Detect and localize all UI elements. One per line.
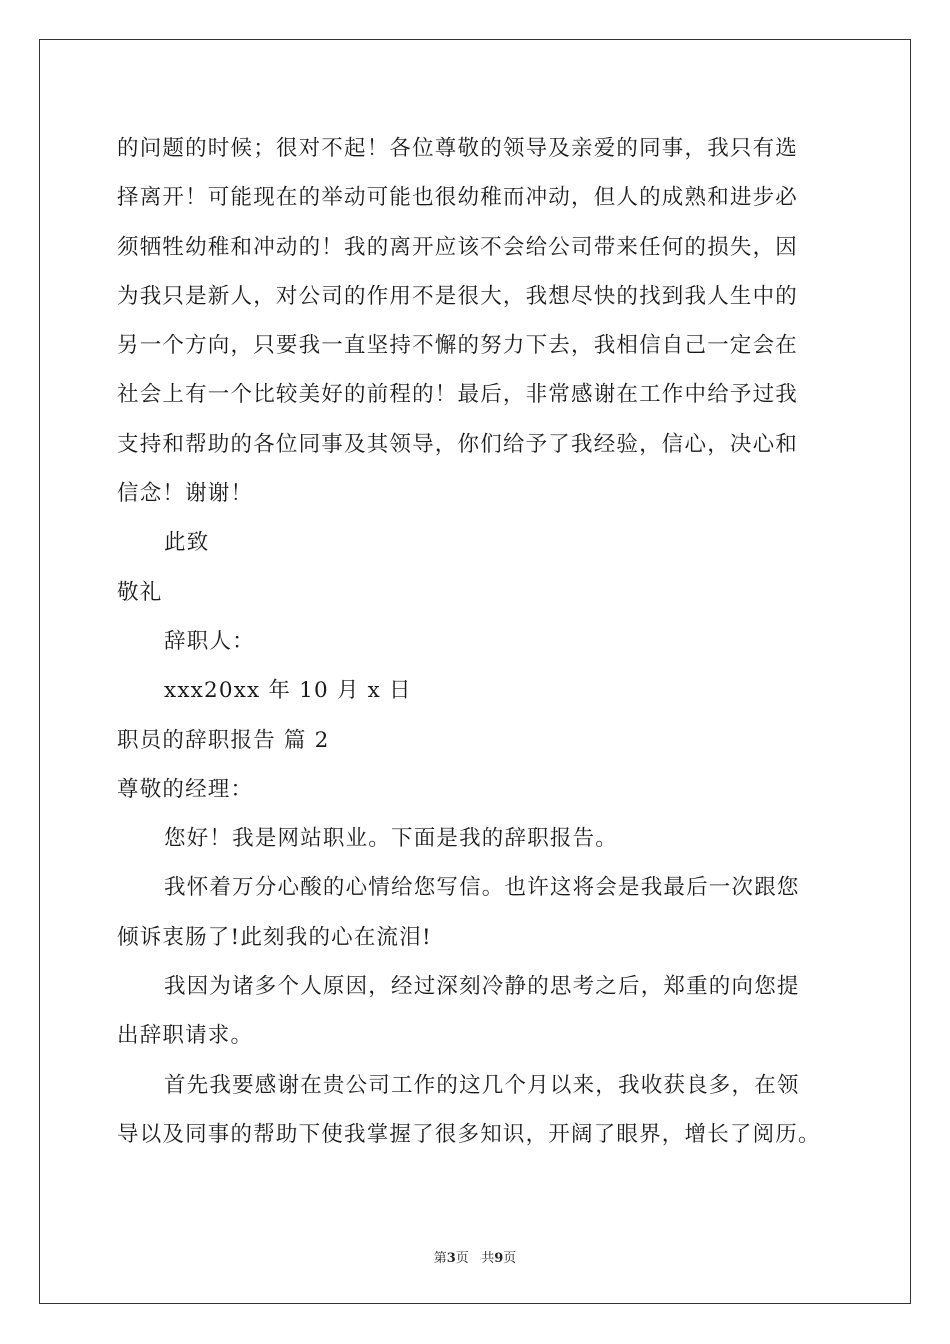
text-line: 我因为诸多个人原因，经过深刻冷静的思考之后，郑重的向您提 (164, 974, 800, 1000)
greeting: 尊敬的经理： (117, 776, 254, 802)
text-line: 倾诉衷肠了!此刻我的心在流泪! (117, 924, 432, 950)
text-line: 须牺牲幼稚和冲动的！我的离开应该不会给公司带来任何的损失，因 (117, 234, 799, 260)
page-footer (0, 1247, 950, 1266)
page-prefix: 第 (433, 1251, 447, 1266)
document-body (117, 124, 837, 1159)
section-title: 职员的辞职报告 篇 2 (117, 727, 330, 753)
text-line: 出辞职请求。 (117, 1023, 254, 1049)
text-line: 择离开！可能现在的举动可能也很幼稚而冲动，但人的成熟和进步必 (117, 185, 799, 211)
text-line: 为我只是新人，对公司的作用不是很大，我想尽快的找到我人生中的 (117, 283, 799, 309)
total-suffix: 页 (503, 1251, 517, 1266)
text-line: 您好！我是网站职业。下面是我的辞职报告。 (164, 826, 619, 852)
text-line: 支持和帮助的各位同事及其领导，你们给予了我经验，信心，决心和 (117, 431, 799, 457)
closing-phrase: 此致 (164, 530, 210, 556)
total-pages: 9 (494, 1251, 504, 1266)
text-line: 导以及同事的帮助下使我掌握了很多知识，开阔了眼界，增长了阅历。 (117, 1121, 821, 1147)
text-line: 首先我要感谢在贵公司工作的这几个月以来，我收获良多，在领 (164, 1072, 800, 1098)
text-line: 的问题的时候；很对不起！各位尊敬的领导及亲爱的同事，我只有选 (117, 136, 799, 161)
page-suffix: 页 (455, 1251, 469, 1266)
signature-date: xxx20xx 年 10 月 x 日 (164, 678, 412, 704)
salutation: 敬礼 (117, 579, 163, 605)
signature-label: 辞职人： (164, 628, 255, 654)
total-prefix: 共 (481, 1251, 495, 1266)
text-line: 信念！谢谢！ (117, 481, 254, 507)
text-line: 社会上有一个比较美好的前程的！最后，非常感谢在工作中给予过我 (117, 382, 799, 408)
text-line: 我怀着万分心酸的心情给您写信。也许这将会是我最后一次跟您 (164, 875, 800, 901)
text-line: 另一个方向，只要我一直坚持不懈的努力下去，我相信自己一定会在 (117, 333, 799, 359)
page-number: 3 (446, 1251, 456, 1266)
